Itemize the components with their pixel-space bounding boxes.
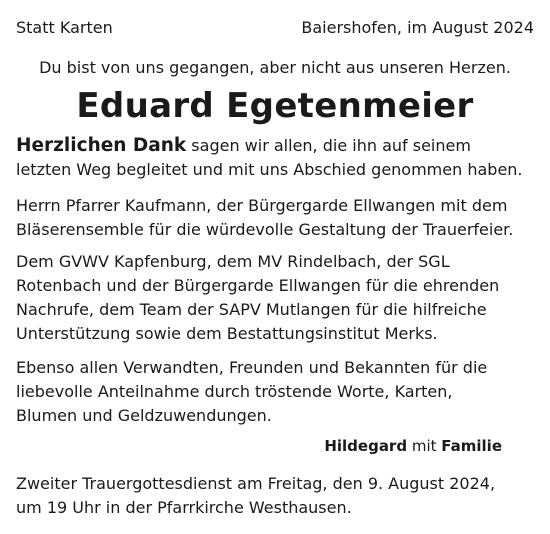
motto-text: Du bist von uns gegangen, aber nicht aus unseren Herzen.	[39, 58, 511, 77]
associations-line: Unterstützung sowie dem Bestattungsinstitut Merks.	[16, 324, 438, 343]
header-statt-karten: Statt Karten	[16, 18, 113, 37]
thanks-paragraph	[16, 134, 536, 182]
header-place-date: Baiershofen, im August 2024	[301, 18, 534, 37]
associations-line: Rotenbach und der Bürgergarde Ellwangen für die ehrenden	[16, 276, 500, 295]
signature	[324, 436, 502, 456]
thanks-line-1-rest: sagen wir allen, die ihn auf seinem	[186, 136, 471, 155]
service-paragraph	[16, 472, 536, 520]
associations-line: Nachrufe, dem Team der SAPV Mutlangen für die hilfreiche	[16, 300, 487, 319]
signature-connector: mit	[407, 437, 442, 455]
thanks-line-1	[16, 134, 536, 158]
service-line: um 19 Uhr in der Pfarrkirche Westhausen.	[16, 498, 352, 517]
relatives-line: liebevolle Anteilnahme durch tröstende Worte, Karten,	[16, 382, 453, 401]
deceased-name: Eduard Egetenmeier	[76, 86, 474, 126]
associations-line: Dem GVWV Kapfenburg, dem MV Rindelbach, der SGL	[16, 252, 450, 271]
thanks-line-2: letzten Weg begleitet und mit uns Abschied genommen haben.	[16, 160, 523, 179]
thanks-lead: Herzlichen Dank	[16, 135, 187, 156]
signature-name: Hildegard	[324, 437, 408, 455]
signature-family: Familie	[441, 437, 502, 455]
relatives-line: Blumen und Geldzuwendungen.	[16, 406, 272, 425]
relatives-line: Ebenso allen Verwandten, Freunden und Bekannten für die	[16, 358, 488, 377]
service-line: Zweiter Trauergottesdienst am Freitag, den 9. August 2024,	[16, 474, 496, 493]
associations-paragraph	[16, 250, 536, 346]
clergy-line: Bläserensemble für die würdevolle Gestaltung der Trauerfeier.	[16, 220, 514, 239]
clergy-line: Herrn Pfarrer Kaufmann, der Bürgergarde Ellwangen mit dem	[16, 196, 508, 215]
clergy-paragraph	[16, 194, 536, 242]
relatives-paragraph	[16, 356, 536, 428]
